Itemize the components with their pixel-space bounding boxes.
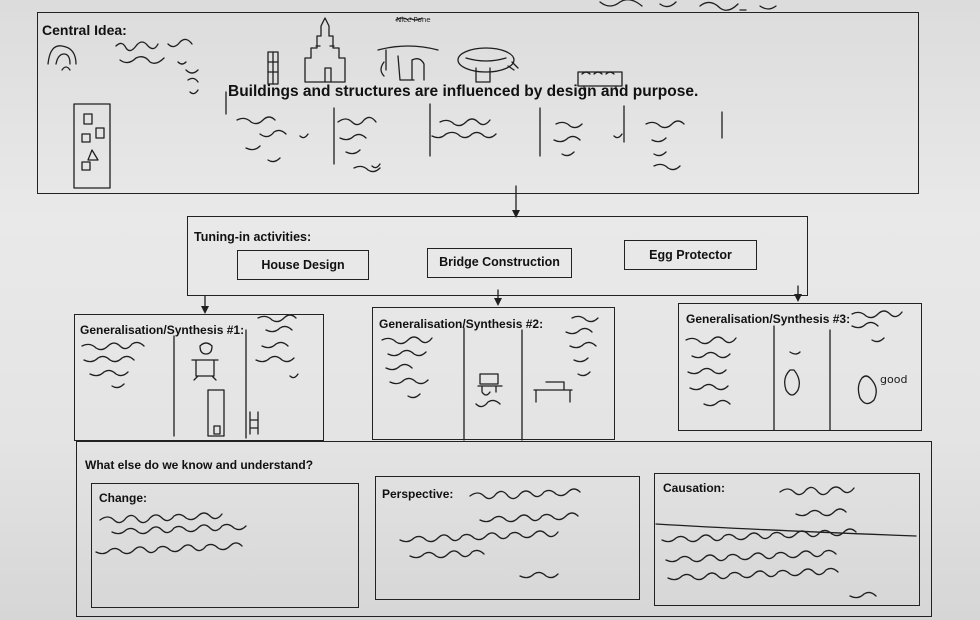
generalisation-1-label: Generalisation/Synthesis #1: bbox=[80, 323, 245, 337]
tuning-in-label: Tuning-in activities: bbox=[194, 230, 312, 244]
change-label: Change: bbox=[99, 491, 147, 505]
sketch-note: Nice Pone bbox=[396, 16, 431, 24]
activity-egg-protector-label: Egg Protector bbox=[649, 248, 732, 262]
central-idea-label: Central Idea: bbox=[42, 22, 127, 38]
perspective-label: Perspective: bbox=[382, 487, 454, 501]
central-idea-statement: Buildings and structures are influenced by design and purpose. bbox=[228, 83, 699, 100]
activity-house-design-label: House Design bbox=[261, 258, 345, 272]
activity-bridge-construction-label: Bridge Construction bbox=[439, 255, 560, 269]
central-idea-box bbox=[37, 12, 919, 194]
causation-label: Causation: bbox=[663, 481, 726, 495]
generalisation-2-label: Generalisation/Synthesis #2: bbox=[379, 317, 544, 331]
generalisation-3-label: Generalisation/Synthesis #3: bbox=[686, 312, 851, 326]
good-note: good bbox=[880, 373, 908, 386]
top-scribble bbox=[600, 0, 776, 10]
know-understand-label: What else do we know and understand? bbox=[85, 458, 314, 472]
